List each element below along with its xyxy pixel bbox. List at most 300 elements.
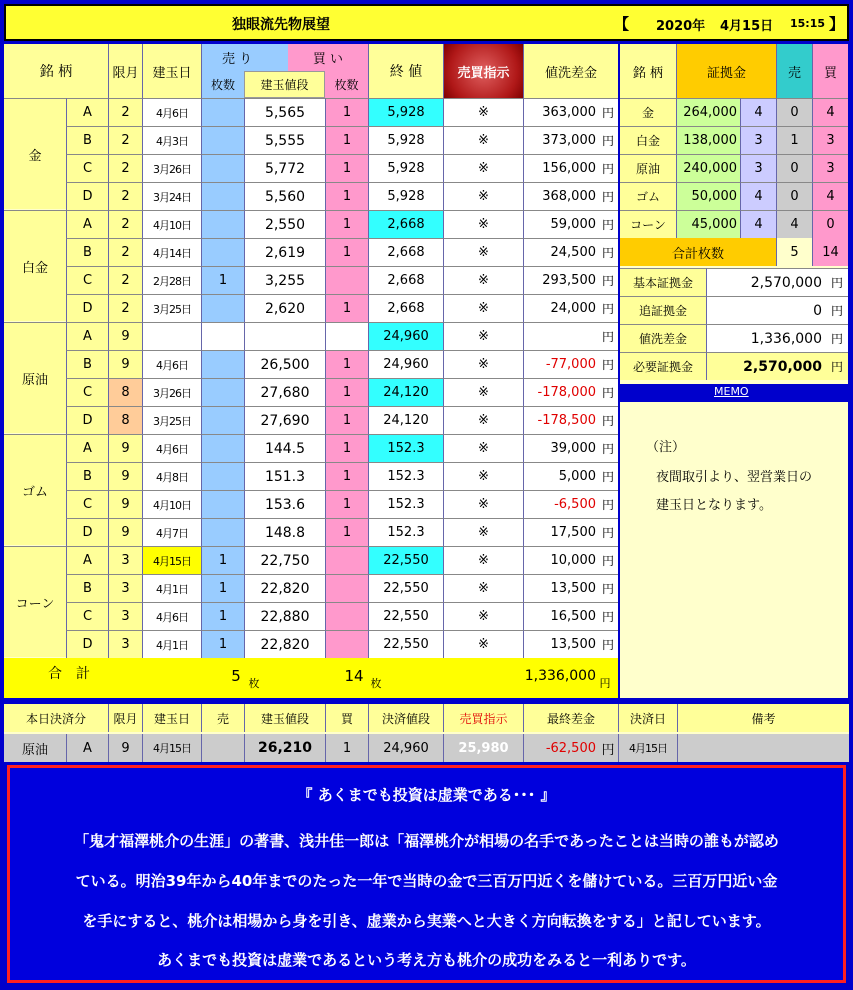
contract-code: D [66, 518, 108, 546]
margin-factor: 4 [740, 98, 776, 126]
trade-instruction-mark: ※ [443, 602, 523, 630]
memo-link[interactable]: MEMO [714, 385, 749, 398]
pnl-yen: 円 [598, 574, 618, 602]
open-price: 151.3 [244, 462, 325, 490]
close-price: 2,668 [368, 266, 443, 294]
header-close-price: 終 値 [368, 44, 443, 98]
sell-count [201, 98, 244, 126]
margin-sell: 0 [776, 98, 812, 126]
buy-count: 1 [325, 518, 368, 546]
settlement-code: A [66, 734, 108, 762]
header-open-date: 建玉日 [142, 44, 201, 98]
open-date: 4月6日 [142, 434, 201, 462]
limit-month: 9 [108, 322, 142, 350]
pnl-yen: 円 [598, 238, 618, 266]
trade-instruction-mark: ※ [443, 154, 523, 182]
open-date: 4月14日 [142, 238, 201, 266]
margin-amount: 138,000 [676, 126, 740, 154]
limit-month: 2 [108, 210, 142, 238]
margin-panel [620, 44, 848, 384]
limit-month: 3 [108, 546, 142, 574]
pnl-yen: 円 [598, 490, 618, 518]
header-trade-instruction: 売買指示 [443, 44, 523, 98]
buy-count [325, 322, 368, 350]
settlement-sell [201, 734, 244, 762]
close-price: 24,120 [368, 406, 443, 434]
settlement-header: 限月 [108, 704, 142, 732]
open-price: 5,772 [244, 154, 325, 182]
date-monthday: 4月15日 [720, 19, 774, 34]
date-bracket-open: 【 [614, 15, 630, 33]
open-date: 2月28日 [142, 266, 201, 294]
margin-amount: 240,000 [676, 154, 740, 182]
limit-month: 3 [108, 630, 142, 658]
brand-name-cell: ゴム [4, 434, 66, 545]
contract-code: A [66, 546, 108, 574]
sell-count [201, 378, 244, 406]
contract-code: C [66, 266, 108, 294]
pnl-yen: 円 [598, 126, 618, 154]
sell-count [201, 210, 244, 238]
total-buy-unit: 枚 [370, 677, 382, 690]
close-price: 152.3 [368, 518, 443, 546]
limit-month: 2 [108, 294, 142, 322]
sell-count [201, 434, 244, 462]
margin-sell: 0 [776, 182, 812, 210]
close-price: 2,668 [368, 238, 443, 266]
pnl-value: 13,500 [523, 574, 598, 602]
settlement-buy: 1 [325, 734, 368, 762]
pnl-value: -77,000 [523, 350, 598, 378]
pnl-value: 16,500 [523, 602, 598, 630]
contract-code: D [66, 630, 108, 658]
close-price: 5,928 [368, 98, 443, 126]
settlement-settle-date: 4月15日 [618, 734, 677, 762]
quote-line: 「鬼才福澤桃介の生涯」の著書、浅井佳一郎は「福澤桃介が相場の名手であったことは当時の誰もが認め [74, 832, 779, 850]
buy-count: 1 [325, 182, 368, 210]
pnl-value: 156,000 [523, 154, 598, 182]
pnl-value: 17,500 [523, 518, 598, 546]
header-brand: 銘 柄 [4, 44, 108, 98]
open-price [244, 322, 325, 350]
margin-total-sell: 5 [776, 238, 812, 266]
quote-line: ている。明治39年から40年までのたった一年で当時の金で三百万円近くを儲けている。三百万円近い金 [75, 872, 778, 890]
settlement-final-pnl: -62,500 [523, 734, 598, 762]
limit-month: 2 [108, 182, 142, 210]
total-sell: 5 [231, 667, 241, 685]
settlement-brand: 原油 [4, 734, 66, 762]
sell-count [201, 182, 244, 210]
sell-count [201, 126, 244, 154]
pnl-yen: 円 [598, 378, 618, 406]
limit-month: 9 [108, 350, 142, 378]
margin-factor: 4 [740, 182, 776, 210]
limit-month: 3 [108, 574, 142, 602]
margin-total-buy: 14 [812, 238, 848, 266]
limit-month: 3 [108, 602, 142, 630]
open-date: 4月10日 [142, 210, 201, 238]
summary-label: 必要証拠金 [620, 352, 706, 380]
trade-instruction-mark: ※ [443, 434, 523, 462]
pnl-yen: 円 [598, 182, 618, 210]
summary-value: 2,570,000 [706, 352, 826, 380]
margin-header-sell: 売 [776, 44, 812, 98]
summary-yen: 円 [826, 296, 848, 324]
margin-header-buy: 買 [812, 44, 848, 98]
total-sell-unit: 枚 [248, 677, 260, 690]
pnl-yen: 円 [598, 434, 618, 462]
pnl-value: 24,500 [523, 238, 598, 266]
limit-month: 2 [108, 98, 142, 126]
limit-month: 2 [108, 238, 142, 266]
open-price: 153.6 [244, 490, 325, 518]
limit-month: 8 [108, 378, 142, 406]
open-date: 3月24日 [142, 182, 201, 210]
header-open-price: 建玉値段 [244, 71, 325, 98]
summary-label: 値洗差金 [620, 324, 706, 352]
pnl-value: 10,000 [523, 546, 598, 574]
trade-instruction-mark: ※ [443, 350, 523, 378]
buy-count: 1 [325, 238, 368, 266]
buy-count [325, 630, 368, 658]
open-price: 2,619 [244, 238, 325, 266]
margin-brand: ゴム [620, 182, 676, 210]
settlement-header: 建玉値段 [244, 704, 325, 732]
close-price: 24,120 [368, 378, 443, 406]
open-date [142, 322, 201, 350]
open-price: 22,750 [244, 546, 325, 574]
limit-month: 9 [108, 434, 142, 462]
title-bar [4, 4, 849, 41]
margin-brand: コーン [620, 210, 676, 238]
open-date: 3月26日 [142, 154, 201, 182]
trade-instruction-mark: ※ [443, 462, 523, 490]
header-sell-count: 枚数 [201, 71, 244, 98]
trade-instruction-mark: ※ [443, 378, 523, 406]
pnl-value: -6,500 [523, 490, 598, 518]
trade-instruction-mark: ※ [443, 294, 523, 322]
open-price: 144.5 [244, 434, 325, 462]
open-price: 22,820 [244, 574, 325, 602]
close-price: 2,668 [368, 294, 443, 322]
brand-name-cell: 白金 [4, 210, 66, 321]
settlement-note [677, 734, 849, 762]
open-date: 3月26日 [142, 378, 201, 406]
open-price: 26,500 [244, 350, 325, 378]
brand-name-cell: 金 [4, 98, 66, 209]
settlement-settle-price: 24,960 [368, 734, 443, 762]
margin-buy: 4 [812, 98, 848, 126]
contract-code: A [66, 98, 108, 126]
margin-brand: 白金 [620, 126, 676, 154]
trade-instruction-mark: ※ [443, 238, 523, 266]
buy-count: 1 [325, 294, 368, 322]
buy-count: 1 [325, 490, 368, 518]
settlement-month: 9 [108, 734, 142, 762]
open-date: 3月25日 [142, 406, 201, 434]
trade-instruction-mark: ※ [443, 630, 523, 658]
margin-amount: 45,000 [676, 210, 740, 238]
margin-amount: 50,000 [676, 182, 740, 210]
buy-count: 1 [325, 126, 368, 154]
margin-brand: 原油 [620, 154, 676, 182]
open-price: 2,620 [244, 294, 325, 322]
trade-instruction-mark: ※ [443, 322, 523, 350]
open-date: 4月1日 [142, 630, 201, 658]
limit-month: 2 [108, 126, 142, 154]
open-price: 3,255 [244, 266, 325, 294]
limit-month: 9 [108, 490, 142, 518]
quote-box [7, 765, 846, 983]
margin-factor: 4 [740, 210, 776, 238]
buy-count [325, 602, 368, 630]
pnl-yen: 円 [598, 406, 618, 434]
pnl-yen: 円 [598, 322, 618, 350]
close-price: 5,928 [368, 182, 443, 210]
close-price: 24,960 [368, 350, 443, 378]
contract-code: A [66, 210, 108, 238]
open-date: 4月6日 [142, 602, 201, 630]
pnl-yen: 円 [598, 602, 618, 630]
pnl-value: 13,500 [523, 630, 598, 658]
sell-count: 1 [201, 630, 244, 658]
trade-instruction-mark: ※ [443, 546, 523, 574]
settlement-header: 本日決済分 [4, 704, 108, 732]
positions-table [4, 44, 618, 698]
quote-title: 『 あくまでも投資は虚業である･･･ 』 [297, 786, 556, 804]
close-price: 5,928 [368, 126, 443, 154]
open-price: 5,560 [244, 182, 325, 210]
buy-count: 1 [325, 462, 368, 490]
sell-count: 1 [201, 266, 244, 294]
settlement-header: 最終差金 [523, 704, 618, 732]
open-price: 5,555 [244, 126, 325, 154]
total-pnl: 1,336,000 [524, 668, 596, 684]
trade-instruction-mark: ※ [443, 98, 523, 126]
date-year: 2020年 [656, 19, 706, 34]
pnl-value: 373,000 [523, 126, 598, 154]
contract-code: B [66, 574, 108, 602]
header-buy: 買 い [288, 44, 368, 71]
open-date: 4月15日 [142, 546, 201, 574]
pnl-value: 363,000 [523, 98, 598, 126]
open-date: 4月7日 [142, 518, 201, 546]
margin-factor: 3 [740, 154, 776, 182]
sell-count [201, 154, 244, 182]
open-date: 3月25日 [142, 294, 201, 322]
open-date: 4月10日 [142, 490, 201, 518]
margin-buy: 0 [812, 210, 848, 238]
pnl-value: 24,000 [523, 294, 598, 322]
settlement-header: 備考 [677, 704, 849, 732]
contract-code: B [66, 350, 108, 378]
limit-month: 8 [108, 406, 142, 434]
buy-count: 1 [325, 406, 368, 434]
sell-count [201, 462, 244, 490]
open-date: 4月6日 [142, 98, 201, 126]
settlement-date: 4月15日 [142, 734, 201, 762]
quote-line: を手にすると、桃介は相場から身を引き、虚業から実業へと大きく方向転換をする」と記しています。 [82, 912, 771, 930]
margin-summary [620, 268, 848, 382]
open-date: 4月8日 [142, 462, 201, 490]
limit-month: 9 [108, 518, 142, 546]
summary-label: 基本証拠金 [620, 268, 706, 296]
contract-code: C [66, 154, 108, 182]
buy-count [325, 266, 368, 294]
contract-code: B [66, 462, 108, 490]
settlement-header: 売買指示 [443, 704, 523, 732]
pnl-value: 293,500 [523, 266, 598, 294]
open-price: 22,880 [244, 602, 325, 630]
contract-code: B [66, 238, 108, 266]
open-date: 4月3日 [142, 126, 201, 154]
trade-instruction-mark: ※ [443, 182, 523, 210]
memo-line: 夜間取引より、翌営業日の [656, 470, 813, 485]
header-limit-month: 限月 [108, 44, 142, 98]
summary-yen: 円 [826, 352, 848, 380]
sell-count [201, 490, 244, 518]
brand-name-cell: コーン [4, 546, 66, 657]
total-label: 合 計 [48, 666, 90, 682]
pnl-yen: 円 [598, 294, 618, 322]
brand-name-cell: 原油 [4, 322, 66, 433]
close-price: 2,668 [368, 210, 443, 238]
sell-count [201, 518, 244, 546]
contract-code: D [66, 406, 108, 434]
summary-yen: 円 [826, 324, 848, 352]
total-pnl-yen: 円 [599, 677, 611, 690]
contract-code: A [66, 434, 108, 462]
settlement-header: 決済値段 [368, 704, 443, 732]
quote-line: あくまでも投資は虚業であるという考え方も桃介の成功をみると一利ありです。 [157, 951, 696, 969]
date-time: 15:15 [790, 17, 826, 30]
margin-sell: 4 [776, 210, 812, 238]
contract-code: D [66, 182, 108, 210]
settlement-instruction: 25,980 [443, 734, 523, 762]
contract-code: A [66, 322, 108, 350]
margin-total-label: 合計枚数 [620, 238, 776, 266]
sell-count [201, 294, 244, 322]
pnl-yen: 円 [598, 518, 618, 546]
pnl-yen: 円 [598, 546, 618, 574]
buy-count [325, 574, 368, 602]
open-date: 4月1日 [142, 574, 201, 602]
limit-month: 9 [108, 462, 142, 490]
close-price: 22,550 [368, 602, 443, 630]
trade-instruction-mark: ※ [443, 266, 523, 294]
margin-buy: 3 [812, 154, 848, 182]
close-price: 24,960 [368, 322, 443, 350]
margin-buy: 3 [812, 126, 848, 154]
margin-brand: 金 [620, 98, 676, 126]
summary-value: 1,336,000 [706, 324, 826, 352]
summary-yen: 円 [826, 268, 848, 296]
sell-count [201, 238, 244, 266]
pnl-yen: 円 [598, 630, 618, 658]
buy-count: 1 [325, 98, 368, 126]
contract-code: C [66, 602, 108, 630]
trade-instruction-mark: ※ [443, 406, 523, 434]
sell-count: 1 [201, 602, 244, 630]
positions-grid [4, 98, 618, 658]
memo-line: 建玉日となります。 [656, 498, 772, 513]
open-date: 4月6日 [142, 350, 201, 378]
limit-month: 2 [108, 154, 142, 182]
sell-count [201, 350, 244, 378]
open-price: 5,565 [244, 98, 325, 126]
pnl-yen: 円 [598, 154, 618, 182]
settlement-yen: 円 [598, 734, 618, 762]
memo-line: （注） [646, 440, 686, 455]
trade-instruction-mark: ※ [443, 126, 523, 154]
header-buy-count: 枚数 [325, 71, 368, 98]
header-profit: 値洗差金 [523, 44, 618, 98]
margin-sell: 0 [776, 154, 812, 182]
close-price: 22,550 [368, 574, 443, 602]
buy-count: 1 [325, 154, 368, 182]
pnl-value: 39,000 [523, 434, 598, 462]
pnl-value: 5,000 [523, 462, 598, 490]
margin-factor: 3 [740, 126, 776, 154]
summary-value: 2,570,000 [706, 268, 826, 296]
sell-count [201, 406, 244, 434]
open-price: 27,690 [244, 406, 325, 434]
sell-count: 1 [201, 574, 244, 602]
contract-code: D [66, 294, 108, 322]
pnl-value: 368,000 [523, 182, 598, 210]
summary-value: 0 [706, 296, 826, 324]
margin-grid [620, 98, 848, 238]
contract-code: C [66, 378, 108, 406]
settlement-row [4, 734, 849, 762]
open-price: 2,550 [244, 210, 325, 238]
pnl-value: 59,000 [523, 210, 598, 238]
pnl-value: -178,000 [523, 378, 598, 406]
settlement-header-row [4, 704, 849, 732]
settlement-header: 建玉日 [142, 704, 201, 732]
trade-instruction-mark: ※ [443, 490, 523, 518]
open-price: 22,820 [244, 630, 325, 658]
date-bracket-close: 】 [829, 15, 845, 33]
pnl-yen: 円 [598, 210, 618, 238]
pnl-yen: 円 [598, 266, 618, 294]
limit-month: 2 [108, 266, 142, 294]
buy-count: 1 [325, 378, 368, 406]
sell-count [201, 322, 244, 350]
buy-count [325, 546, 368, 574]
margin-amount: 264,000 [676, 98, 740, 126]
margin-sell: 1 [776, 126, 812, 154]
trade-instruction-mark: ※ [443, 574, 523, 602]
pnl-yen: 円 [598, 98, 618, 126]
open-price: 27,680 [244, 378, 325, 406]
settlement-header: 決済日 [618, 704, 677, 732]
page-title: 独眼流先物展望 [232, 17, 330, 33]
sell-count: 1 [201, 546, 244, 574]
settlement-table [4, 704, 849, 762]
close-price: 152.3 [368, 490, 443, 518]
open-price: 148.8 [244, 518, 325, 546]
close-price: 5,928 [368, 154, 443, 182]
trade-instruction-mark: ※ [443, 210, 523, 238]
buy-count: 1 [325, 210, 368, 238]
close-price: 22,550 [368, 630, 443, 658]
buy-count: 1 [325, 350, 368, 378]
summary-label: 追証拠金 [620, 296, 706, 324]
settlement-header: 買 [325, 704, 368, 732]
pnl-value [523, 322, 598, 350]
buy-count: 1 [325, 434, 368, 462]
